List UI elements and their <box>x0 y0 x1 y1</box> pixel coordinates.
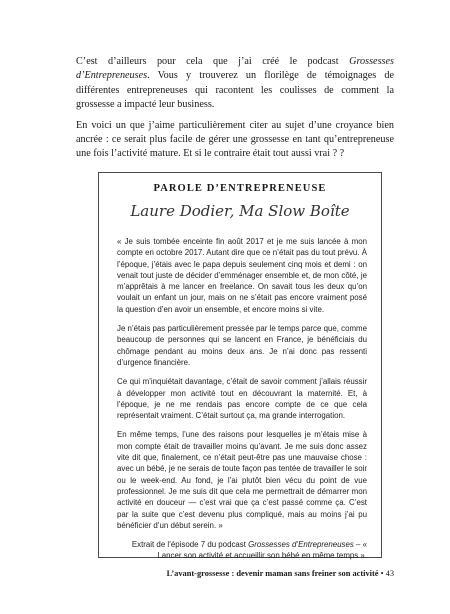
testimonial-paragraph: En même temps, l’une des raisons pour lesquelles je m’étais mise à mon compte était de travailler moins qu’avant. Je me suis donc assez vite dit que, finalement, ce n’était peut-être pas une mauvaise chose : avec un bébé, je ne serais de toute façon pas tentée de travailler le soir ou le week-end. Au fond, je l’ai plutôt bien vécu du point de vue professionnel. Je me suis dit que cela me permettrait de démarrer mon activité en douceur — c’est vrai que ça c’est passé comme ça. C’est par la suite que c’est devenu plus compliqué, mais au moins j’ai pu bénéficier d’un début serein. » <box>117 430 367 530</box>
testimonial-source <box>117 539 367 562</box>
intro-text-span: . Vous y trouverez un florilège de témoignages de différentes entrepreneuses qui racontent les coulisses de comment la grossesse a impacté leur business. <box>76 70 394 111</box>
box-title: PAROLE D’ENTREPRENEUSE <box>153 183 327 194</box>
source-text: – « Lancer son activité et accueillir son bébé en même temps ». <box>157 540 367 561</box>
intro-paragraph-1 <box>76 55 394 113</box>
author-name: Laure Dodier, Ma Slow Boîte <box>130 202 350 220</box>
source-text: Extrait de l’épisode 7 du podcast <box>131 540 249 550</box>
running-title: L’avant-grossesse : devenir maman sans freiner son activité <box>166 569 379 578</box>
page-number: 43 <box>385 569 394 578</box>
testimonial-box <box>98 172 382 561</box>
podcast-title: Grossesses d’Entrepreneuses <box>76 56 394 82</box>
testimonial-paragraph: Ce qui m’inquiétait davantage, c’était de savoir comment j’allais réussir à développer mon activité tout en découvrant la maternité. Et, à l’époque, je ne me rendais pas encore compte de ce que cela représentait vraiment. C’était surtout ça, ma grande interrogation. <box>117 377 367 421</box>
testimonial-paragraph: « Je suis tombée enceinte fin août 2017 et je me suis lancée à mon compte en octobre 2017. Autant dire que ce n’était pas du tout prévu. À l’époque, j’étais avec le papa depuis seulement cinq mois et demi : on venait tout juste de décider d’emménager ensemble et, de mon côté, je m’apprêtais à me lancer en freelance. On savait tous les deux qu’on voulait un enfant un jour, mais on ne s’était pas encore vraiment posé la question d’en avoir un ensemble, et encore moins si vite. <box>117 237 367 314</box>
intro-text <box>76 55 394 168</box>
testimonial-body <box>117 236 367 570</box>
intro-text-span: C’est d’ailleurs pour cela que j’ai créé le podcast <box>76 56 350 67</box>
testimonial-paragraph: Je n’étais pas particulièrement pressée par le temps parce que, comme beaucoup de personnes qui se lancent en France, je bénéficiais du chômage pendant au moins deux ans. Je n’ai donc pas ressenti d’urgence financière. <box>117 324 367 367</box>
footer-separator: • <box>378 569 386 578</box>
source-podcast-title: Grossesses d’Entrepreneuses <box>248 540 354 550</box>
intro-paragraph-2: En voici un que j’aime particulièrement citer au sujet d’une croyance bien ancrée : ce serait plus facile de gérer une grossesse en tant qu’entrepreneuse une fois l’activité mature. Et si le contraire était tout aussi vrai ? ? <box>76 119 394 160</box>
page-footer <box>167 569 394 578</box>
